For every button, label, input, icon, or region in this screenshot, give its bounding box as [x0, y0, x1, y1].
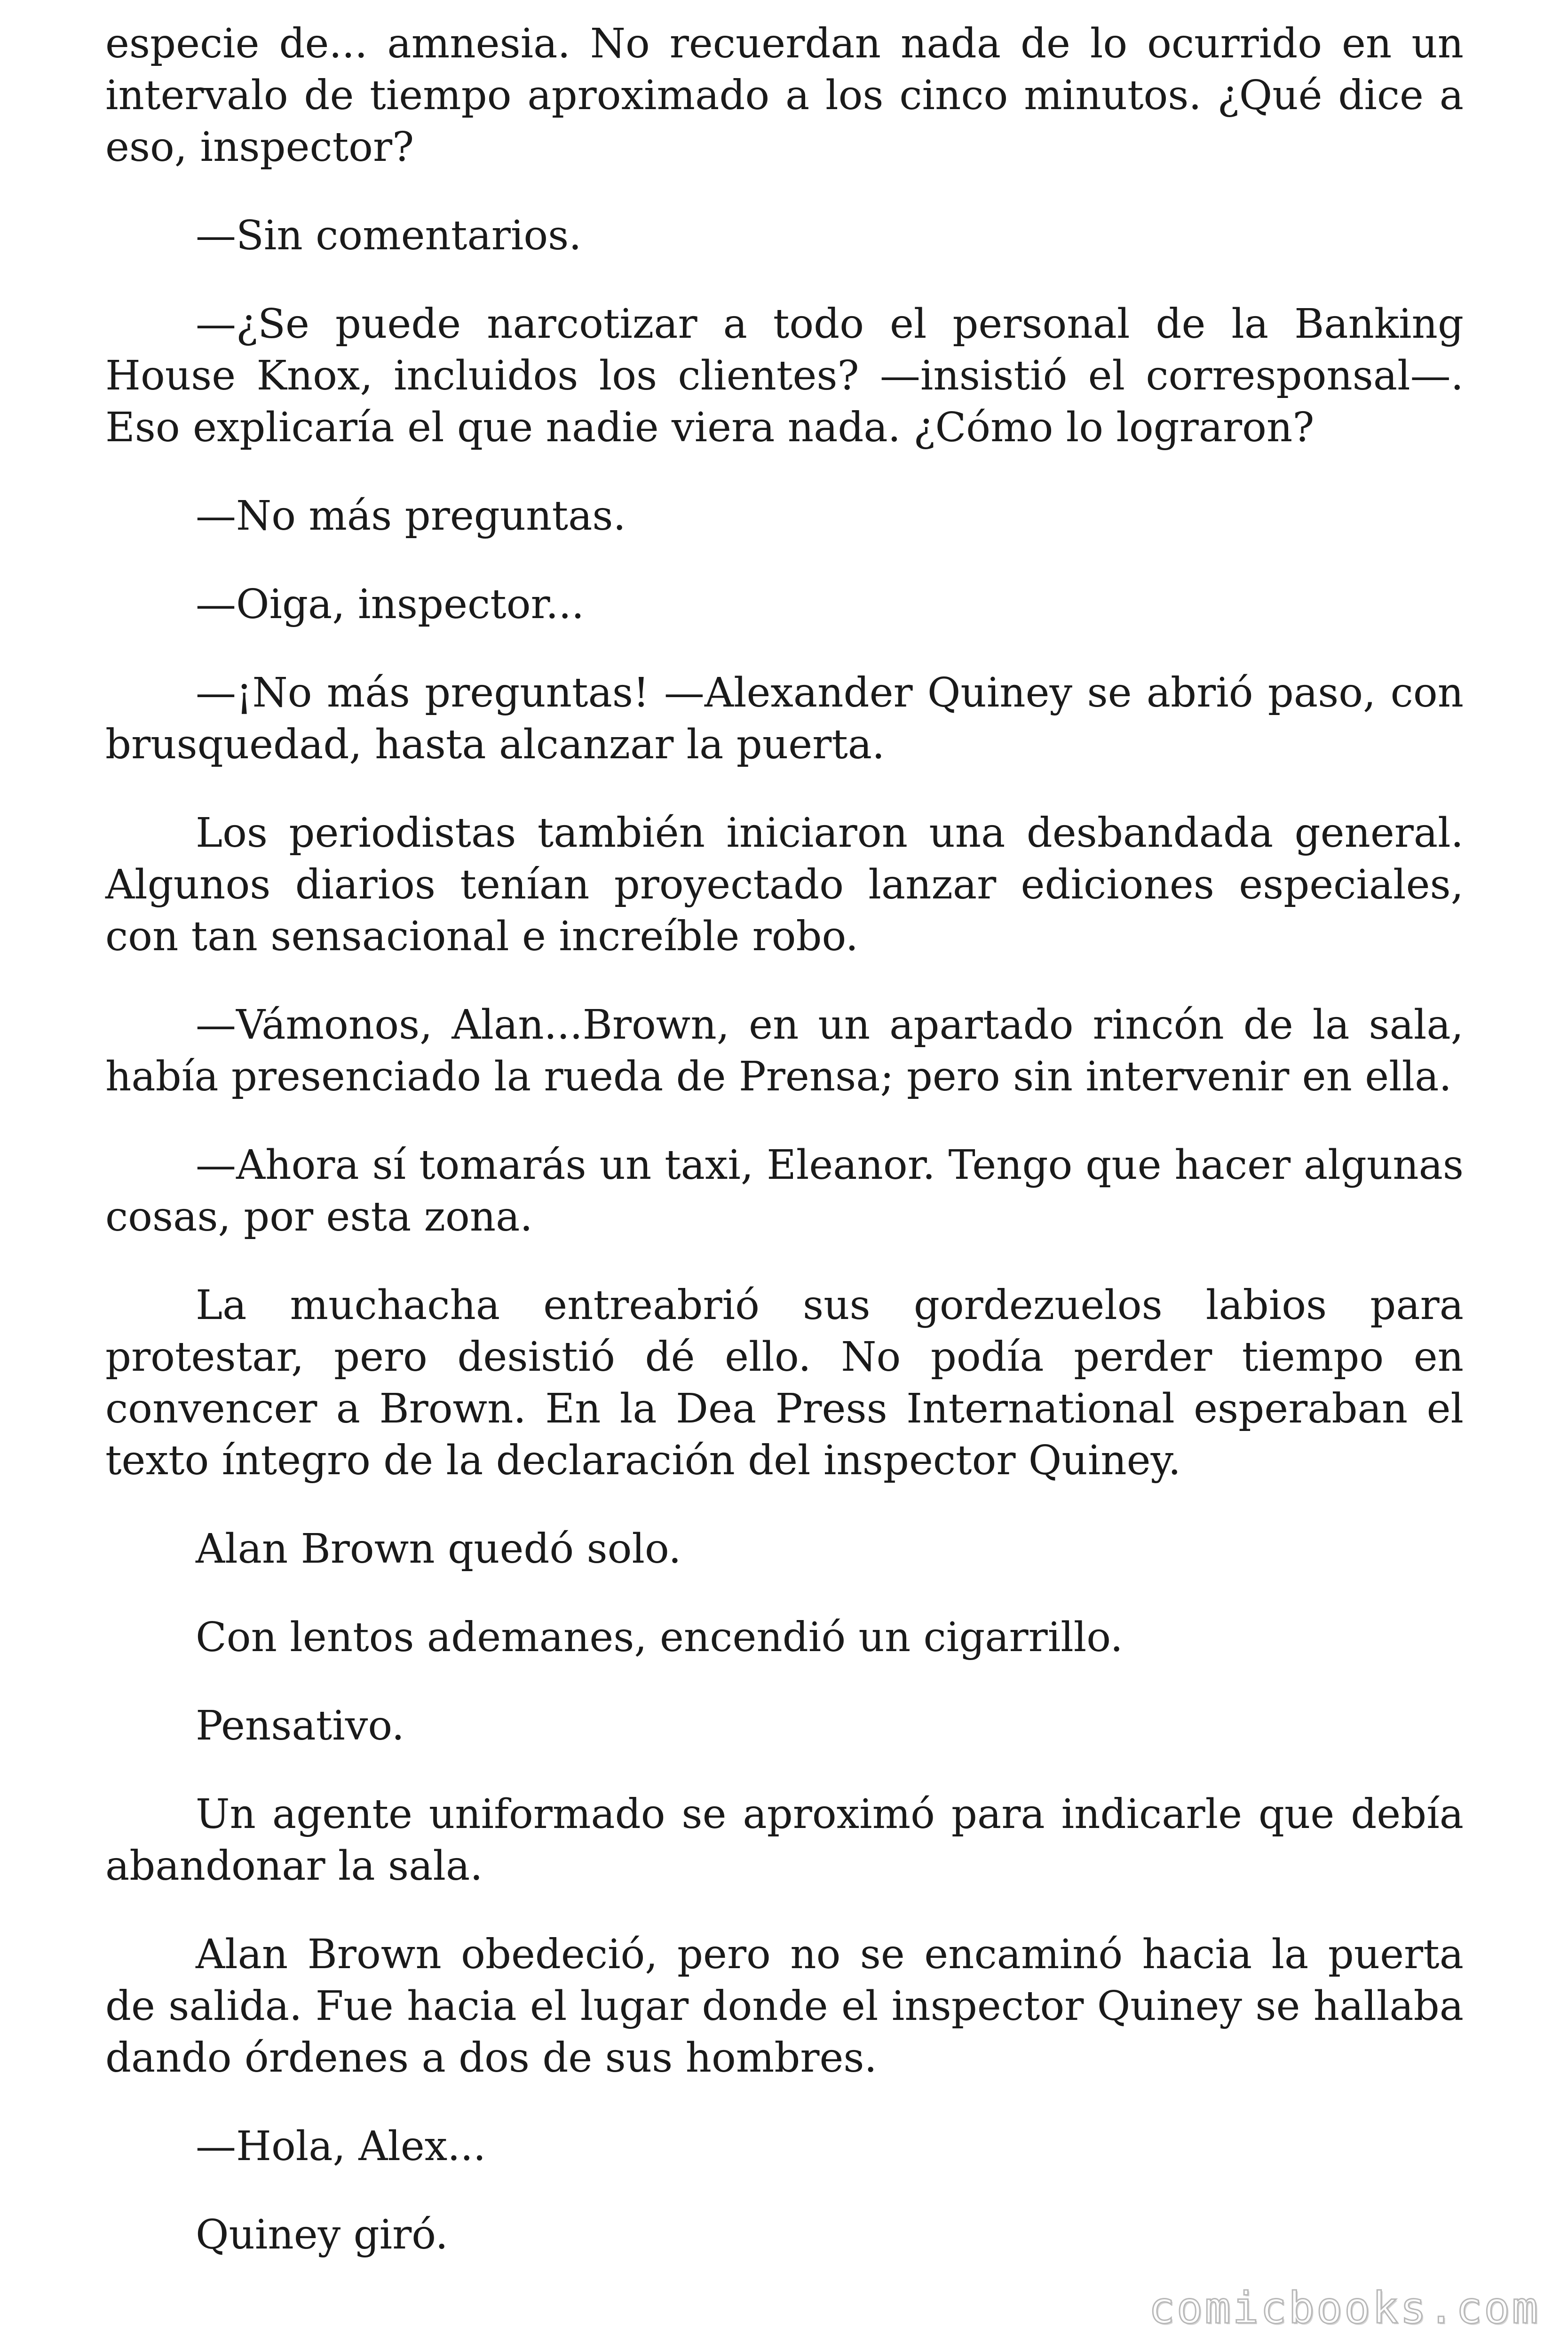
paragraph-13: Pensativo.: [196, 1702, 404, 1749]
paragraph-7: Los periodistas también iniciaron una desbandada general. Algunos diarios tenían proyectado lanzar ediciones especiales, con tan sensacional e increíble robo.: [105, 810, 1464, 960]
paragraph-5: —Oiga, inspector...: [196, 581, 585, 628]
paragraph-11: Alan Brown quedó solo.: [196, 1526, 681, 1573]
paragraph-6: —¡No más preguntas! —Alexander Quiney se abrió paso, con brusquedad, hasta alcanzar la puerta.: [105, 669, 1464, 768]
paragraph-15: Alan Brown obedeció, pero no se encaminó hacia la puerta de salida. Fue hacia el lugar donde el inspector Quiney se hallaba dando órdenes a dos de sus hombres.: [105, 1931, 1464, 2082]
paragraph-8: —Vámonos, Alan...Brown, en un apartado rincón de la sala, había presenciado la rueda de Prensa; pero sin intervenir en ella.: [105, 1001, 1464, 1100]
paragraph-16: —Hola, Alex...: [196, 2123, 486, 2170]
paragraph-9: —Ahora sí tomarás un taxi, Eleanor. Tengo que hacer algunas cosas, por esta zona.: [105, 1142, 1464, 1240]
site-watermark: comicbooks.com: [1148, 2283, 1540, 2333]
paragraph-3: —¿Se puede narcotizar a todo el personal de la Banking House Knox, incluidos los clientes? —insistió el corresponsal—. Eso explicaría el que nadie viera nada. ¿Cómo lo lograron?: [105, 301, 1464, 451]
book-page-text: [105, 18, 1464, 2297]
paragraph-12: Con lentos ademanes, encendió un cigarrillo.: [196, 1614, 1123, 1661]
paragraph-2: —Sin comentarios.: [196, 212, 582, 259]
paragraph-1: especie de... amnesia. No recuerdan nada de lo ocurrido en un intervalo de tiempo aproximado a los cinco minutos. ¿Qué dice a eso, inspector?: [105, 20, 1464, 171]
paragraph-10: La muchacha entreabrió sus gordezuelos labios para protestar, pero desistió dé ello. No podía perder tiempo en convencer a Brown. En la Dea Press International esperaban el texto íntegro de la declaración del inspector Quiney.: [105, 1282, 1464, 1484]
paragraph-4: —No más preguntas.: [196, 493, 626, 540]
paragraph-14: Un agente uniformado se aproximó para indicarle que debía abandonar la sala.: [105, 1791, 1464, 1890]
paragraph-17: Quiney giró.: [196, 2211, 448, 2258]
